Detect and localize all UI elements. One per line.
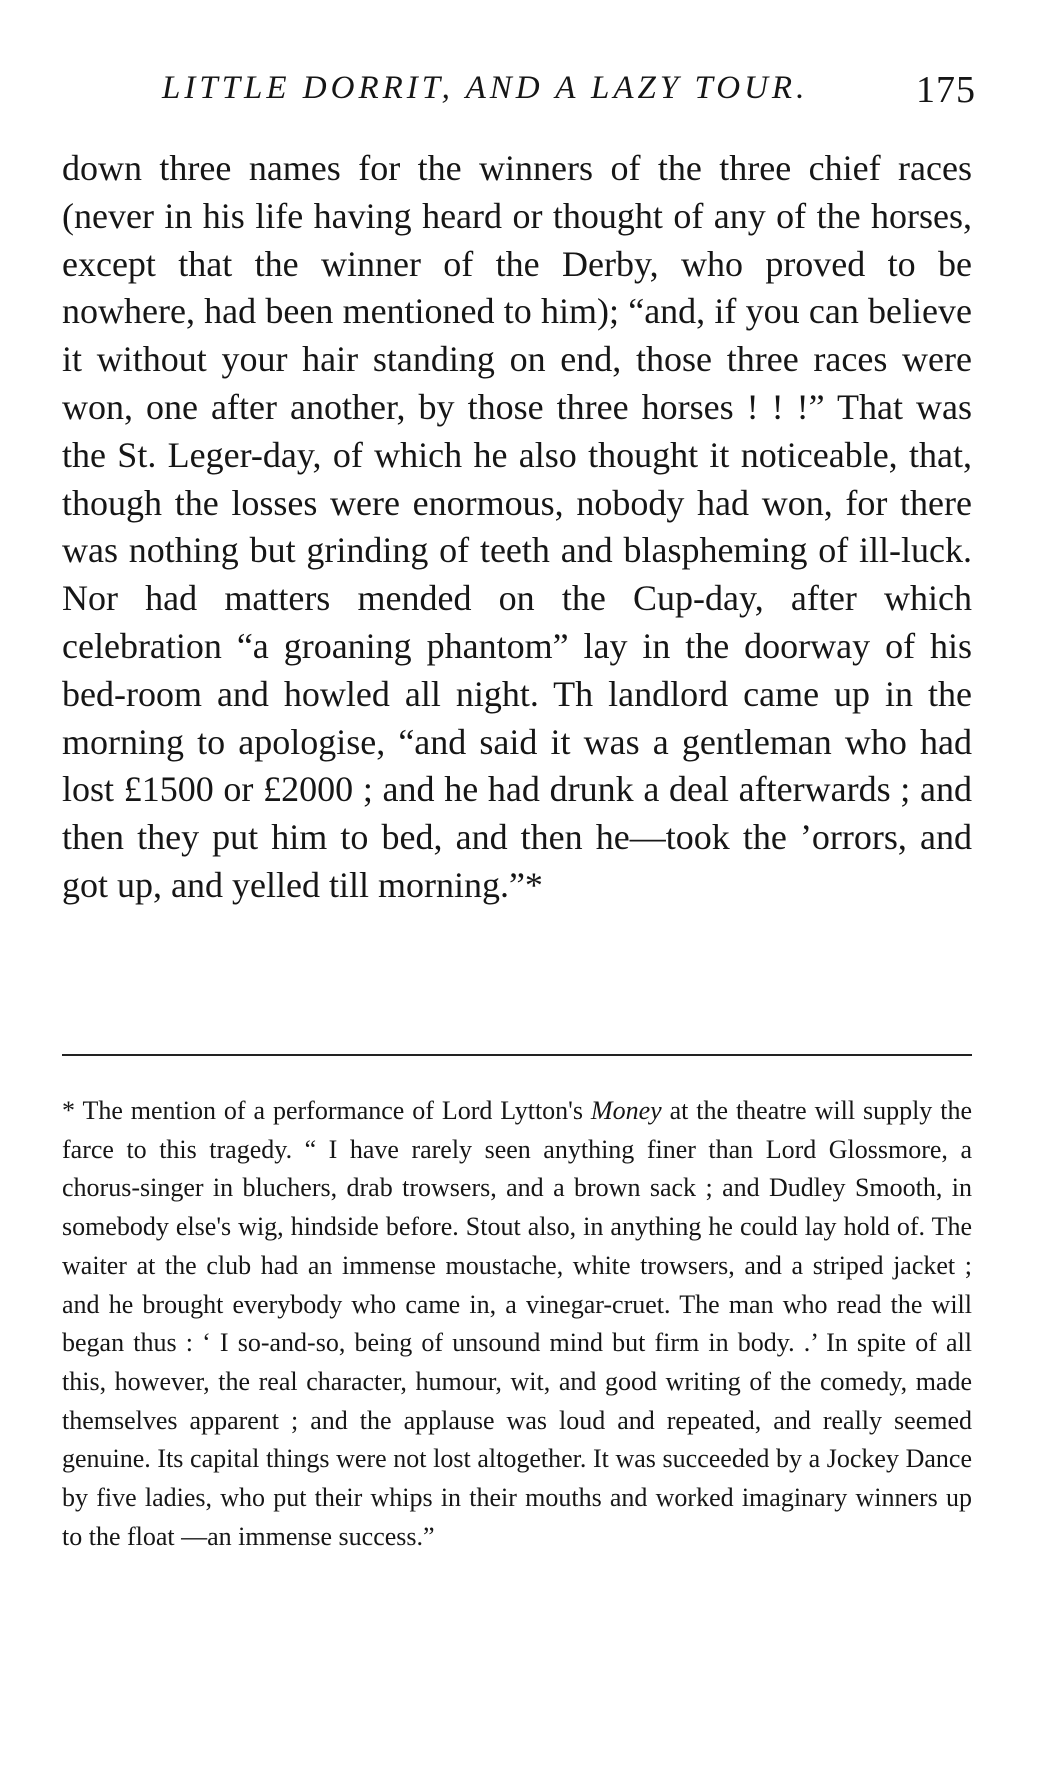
body-paragraph: down three names for the winners of the three chief races (never in his life having heard or thought of any of the horses, except that the winner of the Derby, who proved to be nowhere, had been mentioned to him); “and, if you can believe it without your hair standing on end, those three races were won, one after another, by those three horses ! ! !” That was the St. Leger-day, of which he also thought it noticeable, that, though the losses were enormous, nobody had won, for there was nothing but grinding of teeth and blaspheming of ill-luck. Nor had matters mended on the Cup-day, after which celebration “a groaning phantom” lay in the doorway of his bed-room and howled all night. Th landlord came up in the morning to apologise, “and said it was a gentleman who had lost £1500 or £2000 ; and he had drunk a deal afterwards ; and then they put him to bed, and then he—took the ’orrors, and got up, and yelled till morning.”*	[62, 148, 972, 905]
footnote-text: at the theatre will supply the farce to this tragedy. “ I have rarely seen anything finer than Lord Glossmore, a chorus-singer in bluchers, drab trowsers, and a brown sack ; and Dudley Smooth, in somebody else's wig, hindside before. Stout also, in anything he could lay hold of. The waiter at the club had an immense moustache, white trowsers, and a striped jacket ; and he brought everybody who came in, a vinegar-cruet. The man who read the will began thus : ‘ I so-and-so, being of unsound mind but firm in body. .’ In spite of all this, however, the real character, humour, wit, and good writing of the comedy, made themselves apparent ; and the applause was loud and repeated, and really seemed genuine. Its capital things were not lost altogether. It was succeeded by a Jockey Dance by five ladies, who put their whips in their mouths and worked imaginary winners up to the float —an immense success.”	[62, 1096, 972, 1551]
page-number: 175	[916, 69, 976, 111]
running-title: LITTLE DORRIT, AND A LAZY TOUR.	[162, 70, 809, 106]
footnote	[62, 1092, 972, 1556]
footnote-intro: The mention of a performance of Lord Lytton's	[82, 1096, 583, 1125]
footnote-marker: *	[62, 1096, 75, 1125]
footnote-divider	[62, 1054, 972, 1056]
footnote-work-title: Money	[590, 1096, 662, 1125]
running-head	[60, 62, 980, 112]
